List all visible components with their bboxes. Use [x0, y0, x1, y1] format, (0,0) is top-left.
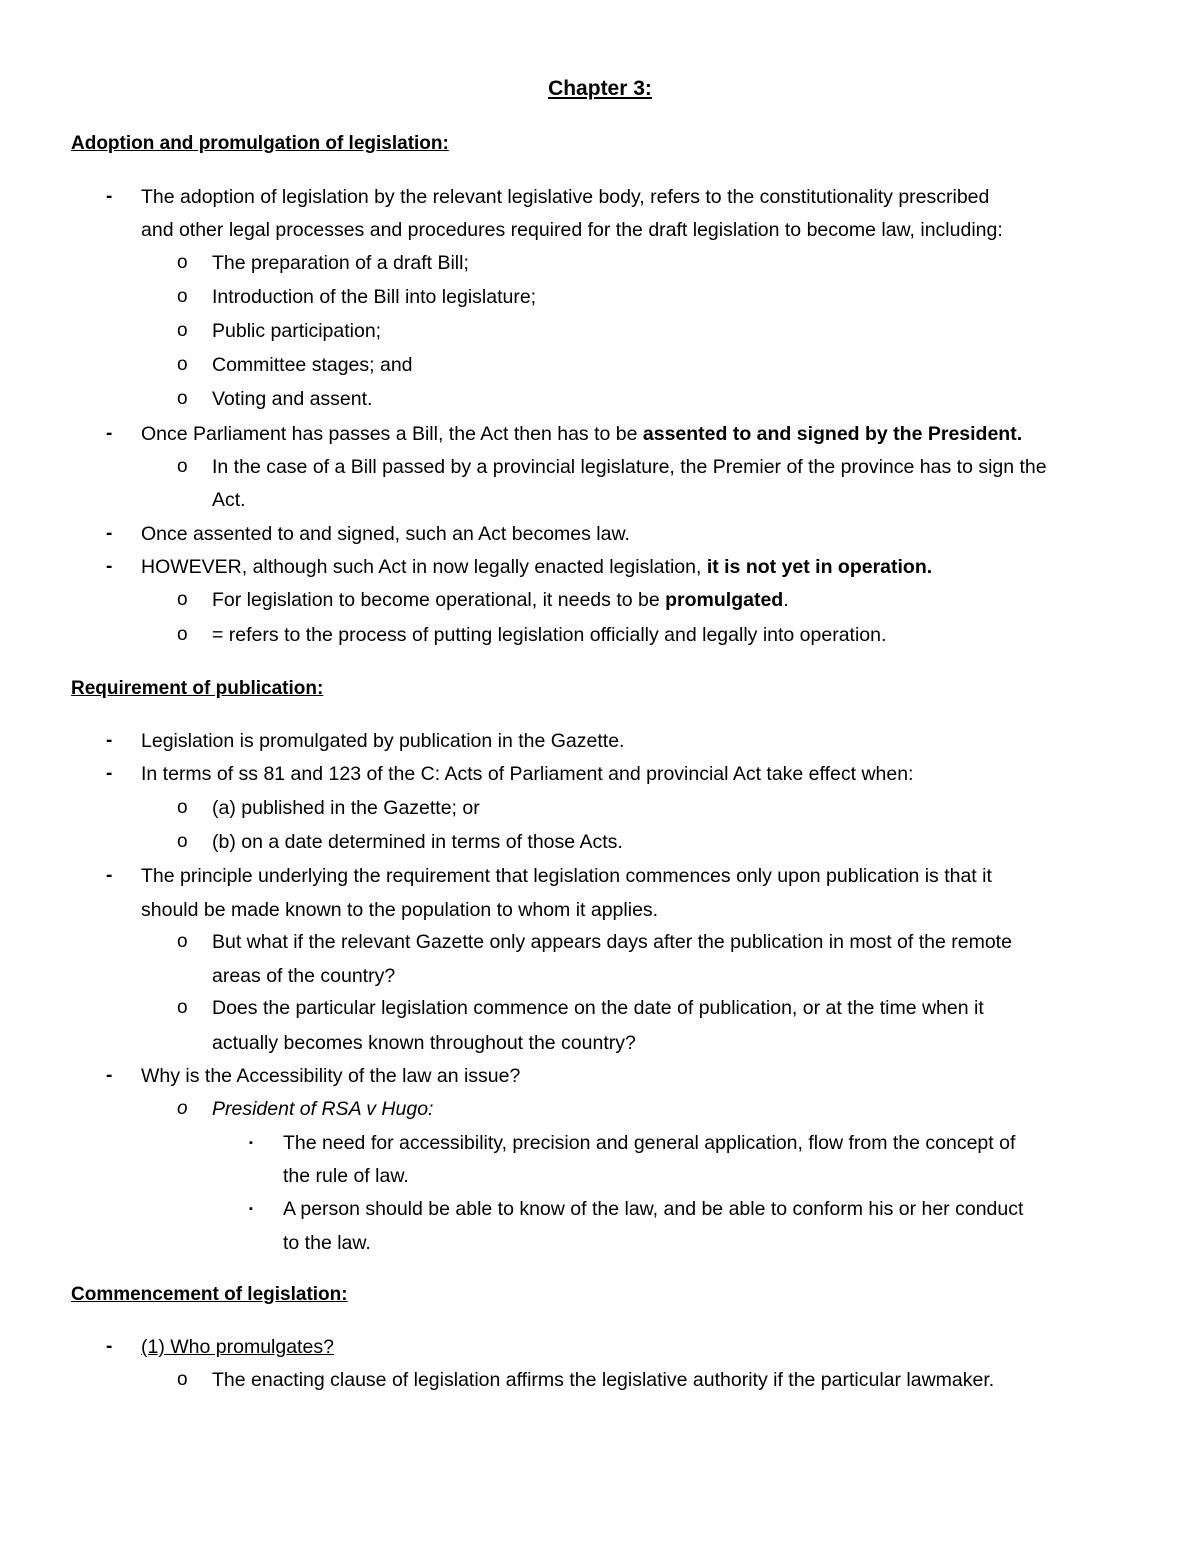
list-item: the rule of law. — [283, 1165, 409, 1187]
list-item: A person should be able to know of the law, and be able to conform his or her conduct — [283, 1198, 1024, 1220]
list-item: = refers to the process of putting legislation officially and legally into operation. — [212, 624, 887, 646]
list-item: Act. — [212, 489, 246, 511]
dash-bullet: - — [106, 730, 113, 751]
section-heading-adoption: Adoption and promulgation of legislation: — [71, 133, 449, 154]
list-item: areas of the country? — [212, 965, 396, 987]
section-heading-publication: Requirement of publication: — [71, 678, 324, 699]
paragraph-line: Legislation is promulgated by publication in the Gazette. — [141, 730, 625, 752]
dash-bullet: - — [106, 523, 113, 544]
dash-bullet: - — [106, 423, 113, 444]
circle-bullet: o — [177, 320, 188, 341]
dash-bullet: - — [106, 865, 113, 886]
dash-bullet: - — [106, 556, 113, 577]
list-item: The preparation of a draft Bill; — [212, 252, 469, 274]
paragraph-line: HOWEVER, although such Act in now legally enacted legislation, it is not yet in operation. — [141, 556, 933, 578]
paragraph-line: The principle underlying the requirement that legislation commences only upon publication is that it — [141, 865, 992, 887]
paragraph-line: Once assented to and signed, such an Act becomes law. — [141, 523, 630, 545]
circle-bullet: o — [177, 456, 188, 477]
paragraph-line: Why is the Accessibility of the law an issue? — [141, 1065, 521, 1087]
page-title: Chapter 3: — [548, 77, 652, 100]
list-item: (b) on a date determined in terms of those Acts. — [212, 831, 623, 853]
paragraph-line: (1) Who promulgates? — [141, 1336, 334, 1358]
dash-bullet: - — [106, 1336, 113, 1357]
circle-bullet: o — [177, 388, 188, 409]
dash-bullet: - — [106, 763, 113, 784]
circle-bullet: o — [177, 931, 188, 952]
paragraph-line: Once Parliament has passes a Bill, the Act then has to be assented to and signed by the President. — [141, 423, 1023, 445]
list-item: But what if the relevant Gazette only appears days after the publication in most of the remote — [212, 931, 1012, 953]
list-item: Does the particular legislation commence on the date of publication, or at the time when it — [212, 997, 984, 1019]
list-item: The need for accessibility, precision and general application, flow from the concept of — [283, 1132, 1016, 1154]
emphasis-text: assented to and signed by the President — [642, 423, 1017, 445]
circle-bullet: o — [177, 831, 188, 852]
circle-bullet: o — [177, 252, 188, 273]
circle-bullet: o — [177, 797, 188, 818]
list-item: actually becomes known throughout the country? — [212, 1032, 636, 1054]
circle-bullet: o — [177, 624, 188, 645]
emphasis-text: it is not yet in operation. — [706, 556, 933, 578]
circle-bullet: o — [177, 997, 188, 1018]
circle-bullet: o — [177, 1098, 188, 1119]
list-item: Committee stages; and — [212, 354, 413, 376]
paragraph-line: should be made known to the population to whom it applies. — [141, 899, 659, 921]
list-item: Public participation; — [212, 320, 382, 342]
section-heading-commencement: Commencement of legislation: — [71, 1284, 348, 1305]
case-name: President of RSA v Hugo: — [212, 1098, 434, 1120]
circle-bullet: o — [177, 1369, 188, 1390]
list-item: to the law. — [283, 1232, 371, 1254]
list-item: In the case of a Bill passed by a provincial legislature, the Premier of the province has to sign the — [212, 456, 1047, 478]
dash-bullet: - — [106, 1065, 113, 1086]
paragraph-line: In terms of ss 81 and 123 of the C: Acts of Parliament and provincial Act take effect when: — [141, 763, 914, 785]
paragraph-line: and other legal processes and procedures required for the draft legislation to become law, including: — [141, 219, 1003, 241]
circle-bullet: o — [177, 286, 188, 307]
list-item: Introduction of the Bill into legislature; — [212, 286, 537, 308]
list-item: (a) published in the Gazette; or — [212, 797, 480, 819]
list-item: For legislation to become operational, it needs to be promulgated. — [212, 589, 789, 611]
list-item: The enacting clause of legislation affirms the legislative authority if the particular lawmaker. — [212, 1369, 995, 1391]
circle-bullet: o — [177, 354, 188, 375]
square-bullet: ▪ — [249, 1203, 253, 1215]
circle-bullet: o — [177, 589, 188, 610]
list-item: Voting and assent. — [212, 388, 373, 410]
square-bullet: ▪ — [249, 1137, 253, 1149]
paragraph-line: The adoption of legislation by the relevant legislative body, refers to the constitutionality prescribed — [141, 186, 990, 208]
dash-bullet: - — [106, 186, 113, 207]
emphasis-text: promulgated — [665, 589, 784, 611]
